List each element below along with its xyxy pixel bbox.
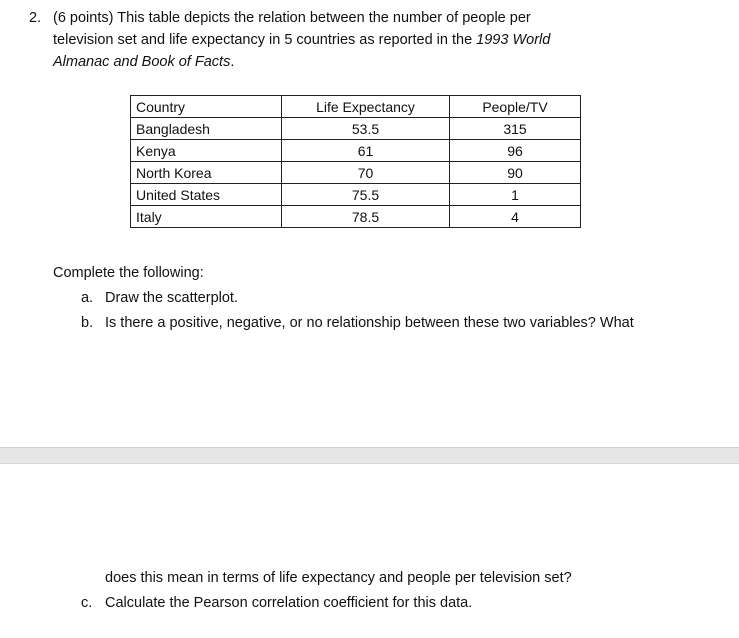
table-cell-life-expectancy: 61 (282, 140, 450, 162)
table-cell-life-expectancy: 75.5 (282, 184, 450, 206)
instructions-label: Complete the following: (53, 265, 204, 281)
table-cell-life-expectancy: 53.5 (282, 118, 450, 140)
item-c-text: Calculate the Pearson correlation coefficient for this data. (105, 595, 473, 611)
question-text-line-2-plain: television set and life expectancy in 5 countries as reported in the (53, 32, 477, 48)
question-number: 2. (29, 10, 42, 26)
table-row (131, 206, 581, 228)
item-c-marker: c. (81, 595, 93, 611)
table-cell-people-per-tv: 90 (450, 162, 581, 184)
table-header-people-per-tv: People/TV (450, 96, 581, 118)
table-cell-country: Bangladesh (131, 118, 282, 140)
question-source-title-part-2: Almanac and Book of Facts (53, 54, 231, 70)
table-header-life-expectancy: Life Expectancy (282, 96, 450, 118)
table-cell-people-per-tv: 96 (450, 140, 581, 162)
table-cell-country: Italy (131, 206, 282, 228)
table-cell-people-per-tv: 4 (450, 206, 581, 228)
data-table (130, 95, 581, 228)
table-cell-life-expectancy: 78.5 (282, 206, 450, 228)
question-text-line-1: (6 points) This table depicts the relation between the number of people per (53, 10, 531, 26)
table-header-row (131, 96, 581, 118)
table-cell-country: Kenya (131, 140, 282, 162)
page-break-separator (0, 447, 739, 464)
item-b-continuation-text: does this mean in terms of life expectancy and people per television set? (105, 570, 572, 586)
table-cell-people-per-tv: 1 (450, 184, 581, 206)
item-a-text: Draw the scatterplot. (105, 290, 238, 306)
question-text-line-2 (53, 31, 550, 49)
table-row (131, 184, 581, 206)
table-cell-country: United States (131, 184, 282, 206)
table-cell-people-per-tv: 315 (450, 118, 581, 140)
question-text-line-3 (53, 53, 234, 71)
table-row (131, 162, 581, 184)
table-cell-life-expectancy: 70 (282, 162, 450, 184)
question-source-title-part-1: 1993 World (476, 32, 551, 48)
item-b-text: Is there a positive, negative, or no relationship between these two variables? What (105, 315, 634, 331)
table-header-country: Country (131, 96, 282, 118)
item-a-marker: a. (81, 290, 94, 306)
table-row (131, 118, 581, 140)
item-b-marker: b. (81, 315, 94, 331)
table-cell-country: North Korea (131, 162, 282, 184)
table-row (131, 140, 581, 162)
question-text-line-3-period: . (230, 54, 235, 70)
